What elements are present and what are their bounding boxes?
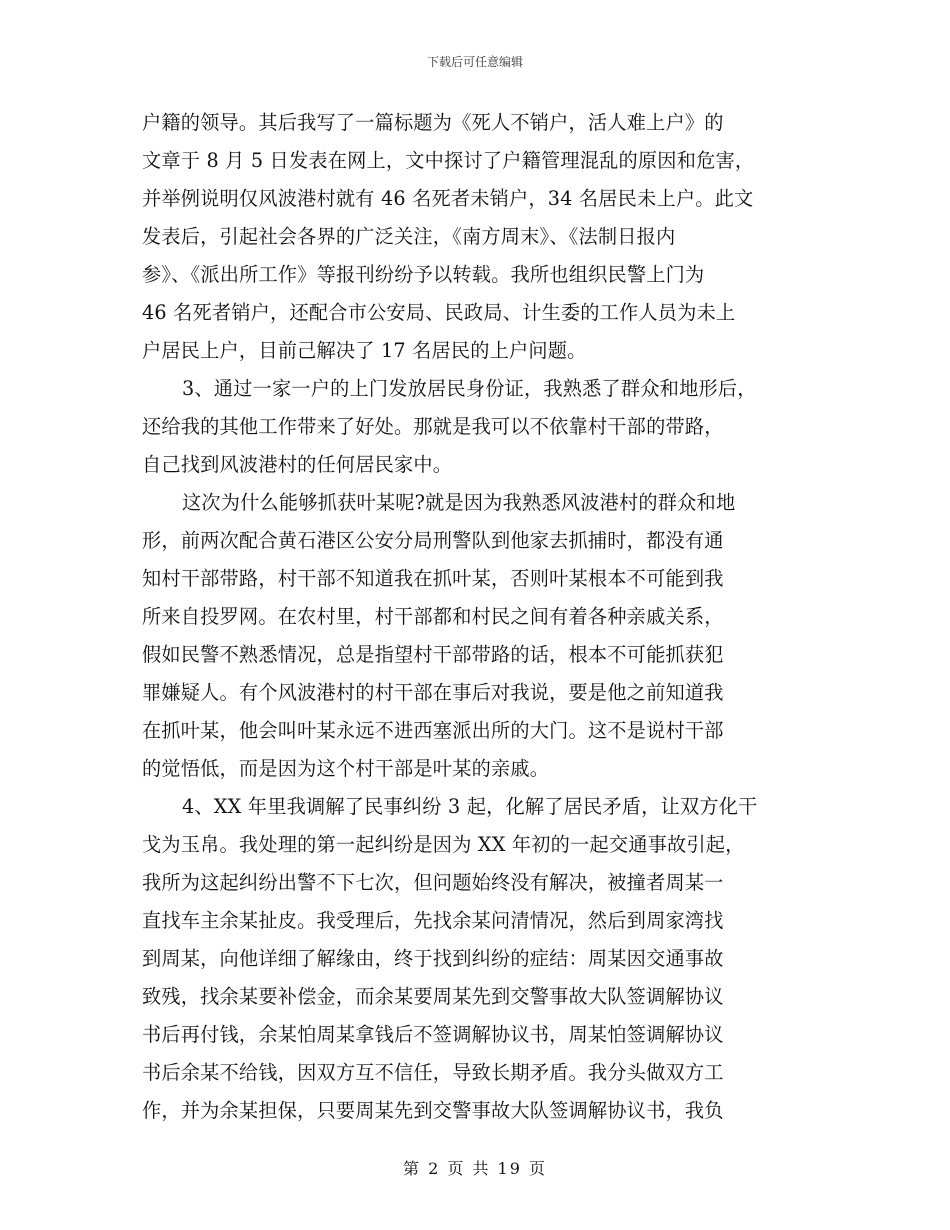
page-footer: 第 2 页 共 19 页: [403, 1159, 547, 1178]
page-header: 下载后可任意编辑: [426, 55, 523, 69]
text-line: 形，前两次配合黄石港区公安分局刑警队到他家去抓捕时，都没有通: [142, 529, 724, 552]
text-line: 罪嫌疑人。有个风波港村的村干部在事后对我说，要是他之前知道我: [142, 681, 724, 704]
text-line: 在抓叶某，他会叫叶某永远不进西塞派出所的大门。这不是说村干部: [142, 719, 724, 742]
paragraph-start-line: 这次为什么能够抓获叶某呢?就是因为我熟悉风波港村的群众和地: [182, 491, 736, 514]
text-line: 参》、《派出所工作》等报刊纷纷予以转载。我所也组织民警上门为: [142, 263, 705, 286]
paragraph-start-line: 4、XX 年里我调解了民事纠纷 3 起，化解了居民矛盾，让双方化干: [182, 795, 758, 818]
text-line: 46 名死者销户，还配合市公安局、民政局、计生委的工作人员为未上: [142, 301, 736, 324]
text-line: 的觉悟低，而是因为这个村干部是叶某的亲戚。: [142, 757, 550, 780]
text-line: 并举例说明仅风波港村就有 46 名死者未销户，34 名居民未上户。此文: [142, 187, 754, 210]
text-line: 我所为这起纠纷出警不下七次，但问题始终没有解决，被撞者周某一: [142, 871, 724, 894]
text-line: 书后余某不给钱，因双方互不信任，导致长期矛盾。我分头做双方工: [142, 1061, 724, 1084]
text-line: 直找车主余某扯皮。我受理后，先找余某问清情况，然后到周家湾找: [142, 909, 724, 932]
text-line: 致残，找余某要补偿金，而余某要周某先到交警事故大队签调解协议: [142, 985, 724, 1008]
text-line: 发表后，引起社会各界的广泛关注，《南方周末》、《法制日报内: [142, 225, 676, 248]
text-line: 作，并为余某担保，只要周某先到交警事故大队签调解协议书，我负: [142, 1099, 724, 1122]
text-line: 到周某，向他详细了解缘由，终于找到纠纷的症结：周某因交通事故: [142, 947, 724, 970]
text-line: 还给我的其他工作带来了好处。那就是我可以不依靠村干部的带路，: [142, 415, 724, 438]
text-line: 知村干部带路，村干部不知道我在抓叶某，否则叶某根本不可能到我: [142, 567, 724, 590]
body-text: [142, 104, 822, 1130]
text-line: 戈为玉帛。我处理的第一起纠纷是因为 XX 年初的一起交通事故引起，: [142, 833, 745, 856]
text-line: 户居民上户，目前己解决了 17 名居民的上户问题。: [142, 339, 587, 362]
text-line: 书后再付钱，余某怕周某拿钱后不签调解协议书，周某怕签调解协议: [142, 1023, 724, 1046]
text-line: 所来自投罗网。在农村里，村干部都和村民之间有着各种亲戚关系，: [142, 605, 724, 628]
paragraph-start-line: 3、通过一家一户的上门发放居民身份证，我熟悉了群众和地形后，: [182, 377, 757, 400]
text-line: 自己找到风波港村的任何居民家中。: [142, 453, 453, 476]
text-line: 假如民警不熟悉情况，总是指望村干部带路的话，根本不可能抓获犯: [142, 643, 724, 666]
text-line: 户籍的领导。其后我写了一篇标题为《死人不销户，活人难上户》的: [142, 111, 724, 134]
text-line: 文章于 8 月 5 日发表在网上，文中探讨了户籍管理混乱的原因和危害，: [142, 149, 755, 172]
